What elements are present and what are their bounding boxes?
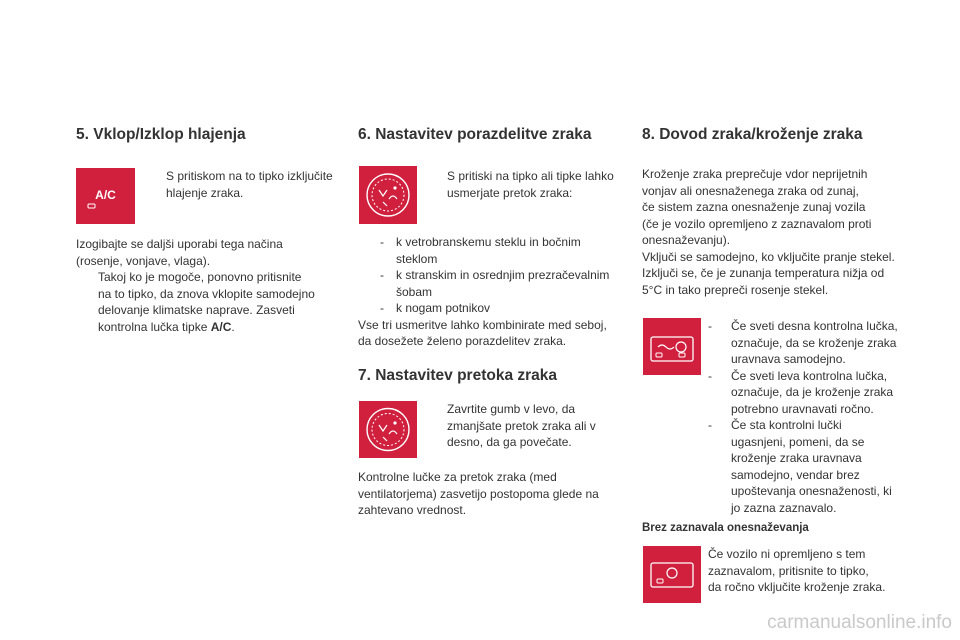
recirculation-lamps: - Če sveti desna kontrolna lučka, označuje, da se kroženje zraka uravnava samodejno. - Če sveti leva kontrolna lučka, označuje, da je kroženje zraka potrebno uravnavati ročno. - Če sta kontrolni lučki ugasnjeni, pomeni, da se kroženje zraka uravnava samodejno, vendar brez upoštevanja onesnaženosti, ki jo zazna zaznavalo. [708, 319, 898, 515]
ac-button-icon [76, 168, 135, 224]
manual-recirculation-button-icon [643, 546, 701, 603]
watermark: carmanualsonline.info [767, 612, 952, 633]
dash-marker: - [708, 368, 712, 383]
flow-description: Kontrolne lučke za pretok zraka (med ventilatorjema) zasvetijo postopoma glede na zahtevano vrednost. [358, 470, 599, 517]
flow-instruction: Zavrtite gumb v levo, da zmanjšate pretok zraka ali v desno, da ga povečate. [447, 402, 596, 449]
distribution-options: - k vetrobranskemu steklu in bočnim steklom - k stranskim in osrednjim prezračevalnim šobam - k nogam potnikov Vse tri usmeritve lahko kombinirate med seboj, da dosežete želeno porazdelitev zraka. [358, 235, 610, 348]
dash-marker: - [708, 319, 712, 333]
distribution-instruction: S pritiski na tipko ali tipke lahko usmerjate pretok zraka: [447, 169, 614, 200]
ac-button-label: A/C [95, 188, 116, 202]
ac-key-label: A/C [210, 319, 232, 334]
recirculation-button-icon [643, 318, 701, 375]
air-distribution-dial-icon [359, 166, 417, 224]
section-title-ac: 5. Vklop/Izklop hlajenja [76, 126, 246, 143]
dash-marker: - [380, 301, 384, 315]
manual-recirculation-instruction: Če vozilo ni opremljeno s tem zaznavalom, pritisnite to tipko, da ročno vključite kroženje zraka. [708, 547, 886, 594]
ac-instruction: S pritiskom na to tipko izključite hlajenje zraka. [166, 169, 333, 200]
section-title-recirculation: 8. Dovod zraka/kroženje zraka [642, 126, 863, 143]
recirculation-description: Kroženje zraka preprečuje vdor neprijetnih vonjav ali onesnaženega zraka od zunaj, če sistem zazna onesnaženje zunaj vozila (če je vozilo opremljeno z zaznavalom proti onesnaževanju). Vključi se samodejno, ko vključite pranje stekel. Izključi se, če je zunanja temperatura nižja od 5°C in tako prepreči rosenje stekel. [642, 167, 895, 297]
dash-marker: - [380, 268, 384, 282]
air-flow-dial-icon [359, 401, 417, 458]
dash-marker: - [380, 235, 384, 249]
section-title-distribution: 6. Nastavitev porazdelitve zraka [358, 126, 592, 143]
ac-description: Izogibajte se daljši uporabi tega načina (rosenje, vonjave, vlaga). Takoj ko je mogoče, ponovno pritisnite na to tipko, da znova vklopite samodejno delovanje klimatske naprave. Zasveti kontrolna lučka tipke A/C. [76, 237, 315, 334]
subheading-no-sensor: Brez zaznavala onesnaževanja [642, 522, 809, 534]
dash-marker: - [708, 418, 712, 432]
section-title-flow: 7. Nastavitev pretoka zraka [358, 367, 558, 384]
